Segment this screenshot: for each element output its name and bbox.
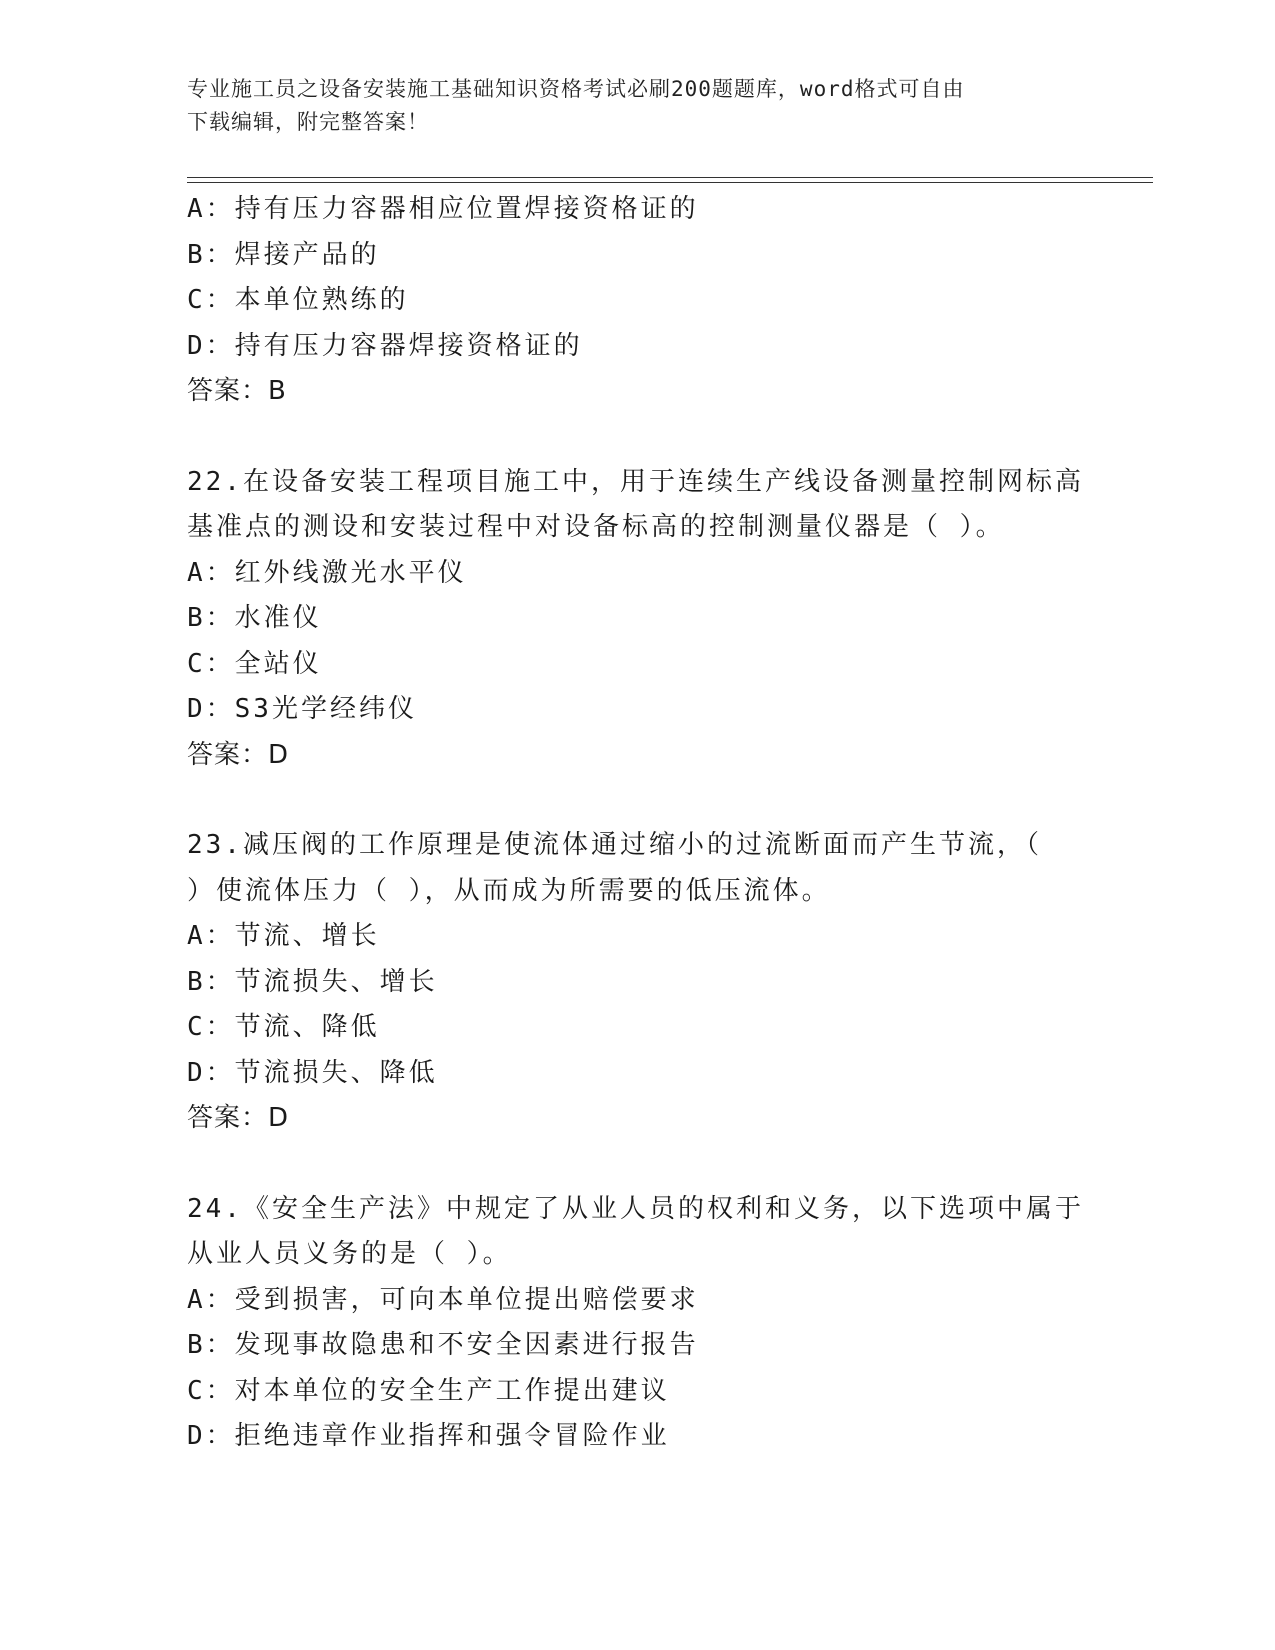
question-23 xyxy=(187,823,1087,1142)
question-text-line-2: ）使流体压力（ ），从而成为所需要的低压流体。 xyxy=(187,875,831,906)
option-b: B：焊接产品的 xyxy=(187,239,380,270)
option-c: C：本单位熟练的 xyxy=(187,285,409,315)
option-c: C：节流、降低 xyxy=(187,1012,380,1042)
spacer xyxy=(187,778,1087,823)
question-text-line-1: 22.在设备安装工程项目施工中，用于连续生产线设备测量控制网标高 xyxy=(187,466,1084,497)
spacer xyxy=(187,1142,1087,1187)
question-text-line-2: 从业人员义务的是（ ）。 xyxy=(187,1239,512,1269)
question-22 xyxy=(187,460,1087,779)
option-d: D：节流损失、降低 xyxy=(187,1057,438,1088)
option-d: D：S3光学经纬仪 xyxy=(187,694,417,724)
option-b: B：节流损失、增长 xyxy=(187,966,438,997)
option-b: B：发现事故隐患和不安全因素进行报告 xyxy=(187,1330,699,1360)
option-d: D：持有压力容器焊接资格证的 xyxy=(187,330,583,361)
question-list xyxy=(187,187,1087,1460)
question-24 xyxy=(187,1187,1087,1460)
option-c: C：全站仪 xyxy=(187,648,322,679)
question-text-line-1: 24.《安全生产法》中规定了从业人员的权利和义务，以下选项中属于 xyxy=(187,1193,1084,1224)
question-21 xyxy=(187,187,1087,415)
question-text-line-1: 23.减压阀的工作原理是使流体通过缩小的过流断面而产生节流，（ xyxy=(187,830,1042,860)
question-text-line-2: 基准点的测设和安装过程中对设备标高的控制测量仪器是（ ）。 xyxy=(187,512,1005,542)
option-a: A：持有压力容器相应位置焊接资格证的 xyxy=(187,194,699,224)
answer: 答案：B xyxy=(187,376,287,406)
header-divider-bottom xyxy=(187,182,1153,183)
header-divider-top xyxy=(187,177,1153,178)
option-a: A：红外线激光水平仪 xyxy=(187,557,467,588)
answer: 答案：D xyxy=(187,1103,290,1133)
header-line-1: 专业施工员之设备安装施工基础知识资格考试必刷200题题库，word格式可自由 xyxy=(187,77,965,101)
option-d: D：拒绝违章作业指挥和强令冒险作业 xyxy=(187,1421,670,1451)
answer: 答案：D xyxy=(187,739,290,770)
header-line-2: 下载编辑，附完整答案！ xyxy=(187,110,429,134)
option-a: A：节流、增长 xyxy=(187,921,380,951)
option-c: C：对本单位的安全生产工作提出建议 xyxy=(187,1375,670,1406)
option-a: A：受到损害，可向本单位提出赔偿要求 xyxy=(187,1284,699,1315)
document-header xyxy=(187,73,1067,139)
spacer xyxy=(187,415,1087,460)
option-b: B：水准仪 xyxy=(187,603,322,633)
